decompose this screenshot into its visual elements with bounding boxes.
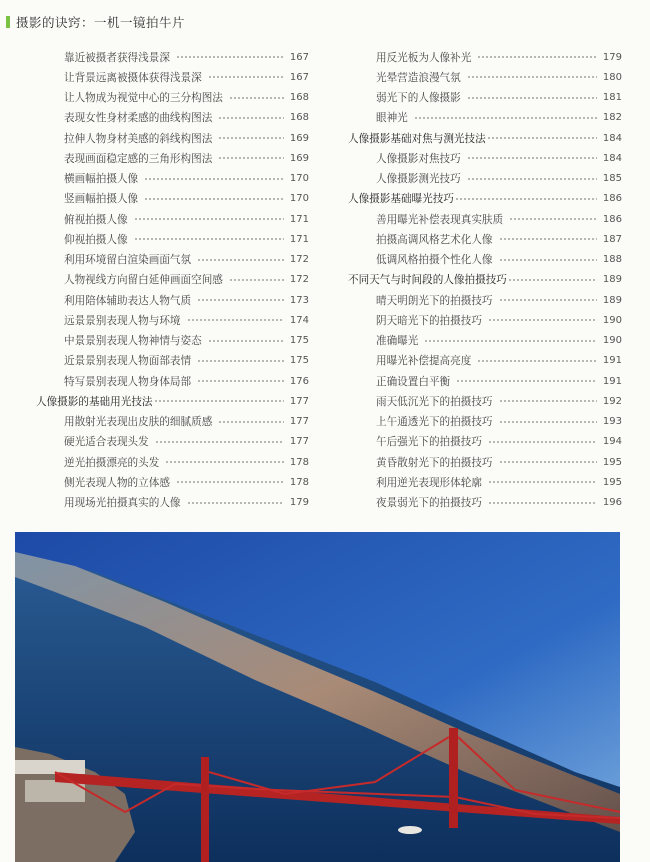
- bridge-aerial-photo: [15, 532, 620, 862]
- toc-entry-title: 俯视拍摄人像: [64, 213, 128, 226]
- toc-page-number: 170: [289, 193, 309, 205]
- toc-entry: [36, 493, 309, 513]
- toc-entry: [36, 290, 309, 310]
- toc-leader-dots: [499, 296, 597, 304]
- toc-entry: [348, 250, 622, 270]
- toc-page-number: 169: [289, 132, 309, 144]
- toc-left-column: [36, 47, 309, 513]
- toc-entry: [36, 432, 309, 452]
- toc-entry: [36, 250, 309, 270]
- toc-entry-title: 善用曝光补偿表现真实肤质: [376, 213, 504, 226]
- toc-leader-dots: [229, 94, 284, 102]
- toc-entry: [36, 270, 309, 290]
- toc-entry-title: 眼神光: [376, 112, 408, 125]
- toc-page-number: 171: [289, 213, 309, 225]
- toc-leader-dots: [155, 438, 284, 446]
- toc-page-number: 191: [602, 355, 622, 367]
- toc-leader-dots: [187, 316, 284, 324]
- toc-entry-title: 硬光适合表现头发: [64, 436, 149, 449]
- toc-leader-dots: [488, 438, 597, 446]
- toc-entry-title: 靠近被摄者获得浅景深: [64, 51, 170, 64]
- toc-page-number: 195: [602, 456, 622, 468]
- toc-entry-title: 近景景别表现人物面部表情: [64, 355, 192, 368]
- toc-entry-title: 人物视线方向留白延伸画面空间感: [64, 274, 223, 287]
- toc-entry: [348, 209, 622, 229]
- toc-entry: [36, 88, 309, 108]
- toc-entry: [348, 331, 622, 351]
- toc-page-number: 187: [602, 233, 622, 245]
- toc-entry: [348, 169, 622, 189]
- toc-page-number: 174: [289, 314, 309, 326]
- toc-entry-title: 侧光表现人物的立体感: [64, 476, 170, 489]
- toc-leader-dots: [197, 296, 284, 304]
- toc-page-number: 178: [289, 476, 309, 488]
- toc-entry-title: 人像摄影对焦技巧: [376, 152, 461, 165]
- toc-entry-title: 人像摄影基础对焦与测光技法: [348, 132, 486, 145]
- toc-entry: [36, 351, 309, 371]
- toc-leader-dots: [467, 94, 597, 102]
- toc-page-number: 167: [289, 51, 309, 63]
- toc-leader-dots: [218, 154, 284, 162]
- toc-leader-dots: [488, 499, 597, 507]
- toc-leader-dots: [176, 478, 284, 486]
- toc-entry: [36, 331, 309, 351]
- toc-entry-title: 逆光拍摄漂亮的头发: [64, 456, 160, 469]
- toc-page-number: 175: [289, 355, 309, 367]
- toc-entry-title: 用反光板为人像补光: [376, 51, 472, 64]
- book-title: 摄影的诀窍：一机一镜拍牛片: [16, 15, 186, 30]
- toc-entry: [36, 128, 309, 148]
- toc-entry: [348, 371, 622, 391]
- toc-leader-dots: [477, 53, 597, 61]
- page-header: [6, 12, 185, 32]
- toc-entry: [36, 169, 309, 189]
- toc-entry-title: 竖画幅拍摄人像: [64, 193, 139, 206]
- shore-building: [15, 760, 85, 774]
- toc-page-number: 180: [602, 71, 622, 83]
- toc-page-number: 182: [602, 112, 622, 124]
- toc-leader-dots: [197, 357, 284, 365]
- toc-entry-title: 中景景别表现人物神情与姿态: [64, 335, 202, 348]
- toc-page-number: 176: [289, 375, 309, 387]
- toc-entry-title: 特写景别表现人物身体局部: [64, 375, 192, 388]
- toc-leader-dots: [499, 418, 597, 426]
- toc-page-number: 172: [289, 274, 309, 286]
- toc-entry-title: 上午通透光下的拍摄技巧: [376, 416, 493, 429]
- toc-entry: [36, 209, 309, 229]
- toc-entry-title: 光晕营造浪漫气氛: [376, 71, 461, 84]
- toc-entry-title: 人像摄影测光技巧: [376, 173, 461, 186]
- toc-entry: [348, 432, 622, 452]
- toc-leader-dots: [218, 114, 284, 122]
- toc-page-number: 185: [602, 173, 622, 185]
- toc-page-number: 193: [602, 416, 622, 428]
- toc-entry: [36, 108, 309, 128]
- toc-entry-title: 阴天暗光下的拍摄技巧: [376, 314, 482, 327]
- toc-page-number: 168: [289, 112, 309, 124]
- toc-leader-dots: [165, 458, 284, 466]
- toc-leader-dots: [509, 215, 597, 223]
- toc-leader-dots: [414, 114, 597, 122]
- bridge-photo-svg: [15, 532, 620, 862]
- toc-entry-title: 弱光下的人像摄影: [376, 92, 461, 105]
- toc-entry: [348, 452, 622, 472]
- toc-page-number: 196: [602, 497, 622, 509]
- toc-entry-title: 利用陪体辅助表达人物气质: [64, 294, 192, 307]
- toc-page-number: 188: [602, 254, 622, 266]
- toc-page-number: 172: [289, 254, 309, 266]
- toc-entry: [348, 108, 622, 128]
- toc-leader-dots: [499, 235, 597, 243]
- toc-leader-dots: [134, 235, 284, 243]
- toc-page-number: 195: [602, 476, 622, 488]
- toc-entry: [348, 472, 622, 492]
- toc-entry-title: 人像摄影基础曝光技巧: [348, 193, 454, 206]
- toc-entry-title: 利用环境留白渲染画面气氛: [64, 254, 192, 267]
- toc-page-number: 179: [289, 497, 309, 509]
- toc-page-number: 192: [602, 395, 622, 407]
- toc-page-number: 186: [602, 213, 622, 225]
- toc-entry: [348, 310, 622, 330]
- toc-section-heading: [36, 391, 309, 411]
- toc-entry: [348, 88, 622, 108]
- toc-entry: [36, 412, 309, 432]
- toc-entry-title: 低调风格拍摄个性化人像: [376, 254, 493, 267]
- toc-entry: [348, 351, 622, 371]
- toc-leader-dots: [488, 478, 597, 486]
- toc-page-number: 189: [602, 274, 622, 286]
- toc-page-number: 170: [289, 173, 309, 185]
- toc-entry-title: 夜景弱光下的拍摄技巧: [376, 497, 482, 510]
- toc-page-number: 184: [602, 132, 622, 144]
- toc-leader-dots: [508, 276, 597, 284]
- toc-entry-title: 表现女性身材柔感的曲线构图法: [64, 112, 213, 125]
- bridge-tower: [449, 728, 458, 828]
- toc-entry: [36, 472, 309, 492]
- boat: [398, 826, 422, 834]
- toc-entry: [36, 67, 309, 87]
- toc-leader-dots: [467, 154, 597, 162]
- toc-section-heading: [348, 270, 622, 290]
- toc-page-number: 194: [602, 436, 622, 448]
- toc-page-number: 178: [289, 456, 309, 468]
- toc-entry: [36, 229, 309, 249]
- toc-page-number: 175: [289, 335, 309, 347]
- toc-leader-dots: [208, 73, 284, 81]
- toc-leader-dots: [144, 175, 284, 183]
- toc-leader-dots: [197, 256, 284, 264]
- toc-leader-dots: [154, 397, 284, 405]
- toc-entry-title: 晴天明朗光下的拍摄技巧: [376, 294, 493, 307]
- toc-entry-title: 横画幅拍摄人像: [64, 173, 139, 186]
- toc-entry-title: 午后强光下的拍摄技巧: [376, 436, 482, 449]
- toc-page-number: 173: [289, 294, 309, 306]
- toc-entry: [348, 493, 622, 513]
- toc-entry: [36, 452, 309, 472]
- toc-page-number: 168: [289, 92, 309, 104]
- toc-page-number: 169: [289, 152, 309, 164]
- toc-leader-dots: [487, 134, 597, 142]
- toc-leader-dots: [499, 397, 597, 405]
- toc-entry-title: 用曝光补偿提高亮度: [376, 355, 472, 368]
- toc-leader-dots: [424, 337, 597, 345]
- toc-leader-dots: [134, 215, 284, 223]
- toc-leader-dots: [187, 499, 284, 507]
- toc-entry: [348, 148, 622, 168]
- toc-entry-title: 人像摄影的基础用光技法: [36, 395, 153, 408]
- toc-entry: [348, 412, 622, 432]
- toc-entry: [36, 371, 309, 391]
- toc-leader-dots: [229, 276, 284, 284]
- toc-leader-dots: [467, 175, 597, 183]
- toc-entry: [36, 148, 309, 168]
- toc-leader-dots: [455, 195, 597, 203]
- bridge-tower: [201, 757, 209, 862]
- toc-entry: [36, 189, 309, 209]
- toc-leader-dots: [144, 195, 284, 203]
- toc-leader-dots: [197, 377, 284, 385]
- toc-entry-title: 远景景别表现人物与环境: [64, 314, 181, 327]
- toc-entry-title: 雨天低沉光下的拍摄技巧: [376, 395, 493, 408]
- toc-entry-title: 准确曝光: [376, 335, 419, 348]
- toc-page-number: 191: [602, 375, 622, 387]
- toc-entry-title: 仰视拍摄人像: [64, 233, 128, 246]
- toc-right-column: [348, 47, 622, 513]
- toc-leader-dots: [218, 134, 284, 142]
- toc-entry-title: 不同天气与时间段的人像拍摄技巧: [348, 274, 507, 287]
- toc-entry-title: 用现场光拍摄真实的人像: [64, 497, 181, 510]
- toc-page-number: 184: [602, 152, 622, 164]
- toc-entry: [348, 391, 622, 411]
- toc-leader-dots: [488, 316, 597, 324]
- toc-page-number: 190: [602, 314, 622, 326]
- toc-entry: [348, 67, 622, 87]
- toc-entry-title: 正确设置白平衡: [376, 375, 451, 388]
- toc-page-number: 177: [289, 416, 309, 428]
- toc-entry: [36, 47, 309, 67]
- header-accent-bar: [6, 16, 10, 28]
- toc-entry-title: 拍摄高调风格艺术化人像: [376, 233, 493, 246]
- toc-page-number: 167: [289, 71, 309, 83]
- toc-entry-title: 表现画面稳定感的三角形构图法: [64, 152, 213, 165]
- toc-page-number: 171: [289, 233, 309, 245]
- toc-entry-title: 黄昏散射光下的拍摄技巧: [376, 456, 493, 469]
- toc-section-heading: [348, 189, 622, 209]
- toc-entry: [348, 229, 622, 249]
- toc-entry: [348, 290, 622, 310]
- toc-page-number: 177: [289, 436, 309, 448]
- toc-page-number: 181: [602, 92, 622, 104]
- toc-entry-title: 利用逆光表现形体轮廓: [376, 476, 482, 489]
- toc-page-number: 190: [602, 335, 622, 347]
- toc-page-number: 179: [602, 51, 622, 63]
- toc-leader-dots: [499, 458, 597, 466]
- toc-entry-title: 让背景远离被摄体获得浅景深: [64, 71, 202, 84]
- toc-leader-dots: [456, 377, 597, 385]
- toc-leader-dots: [218, 418, 284, 426]
- toc-page-number: 186: [602, 193, 622, 205]
- toc-leader-dots: [208, 337, 284, 345]
- toc-entry: [348, 47, 622, 67]
- toc-page-number: 189: [602, 294, 622, 306]
- toc-leader-dots: [499, 256, 597, 264]
- toc-leader-dots: [176, 53, 284, 61]
- toc-entry-title: 用散射光表现出皮肤的细腻质感: [64, 416, 213, 429]
- toc-leader-dots: [477, 357, 597, 365]
- toc-page-number: 177: [289, 395, 309, 407]
- toc-entry-title: 让人物成为视觉中心的三分构图法: [64, 92, 223, 105]
- toc-leader-dots: [467, 73, 597, 81]
- toc-entry-title: 拉伸人物身材美感的斜线构图法: [64, 132, 213, 145]
- toc-section-heading: [348, 128, 622, 148]
- toc-entry: [36, 310, 309, 330]
